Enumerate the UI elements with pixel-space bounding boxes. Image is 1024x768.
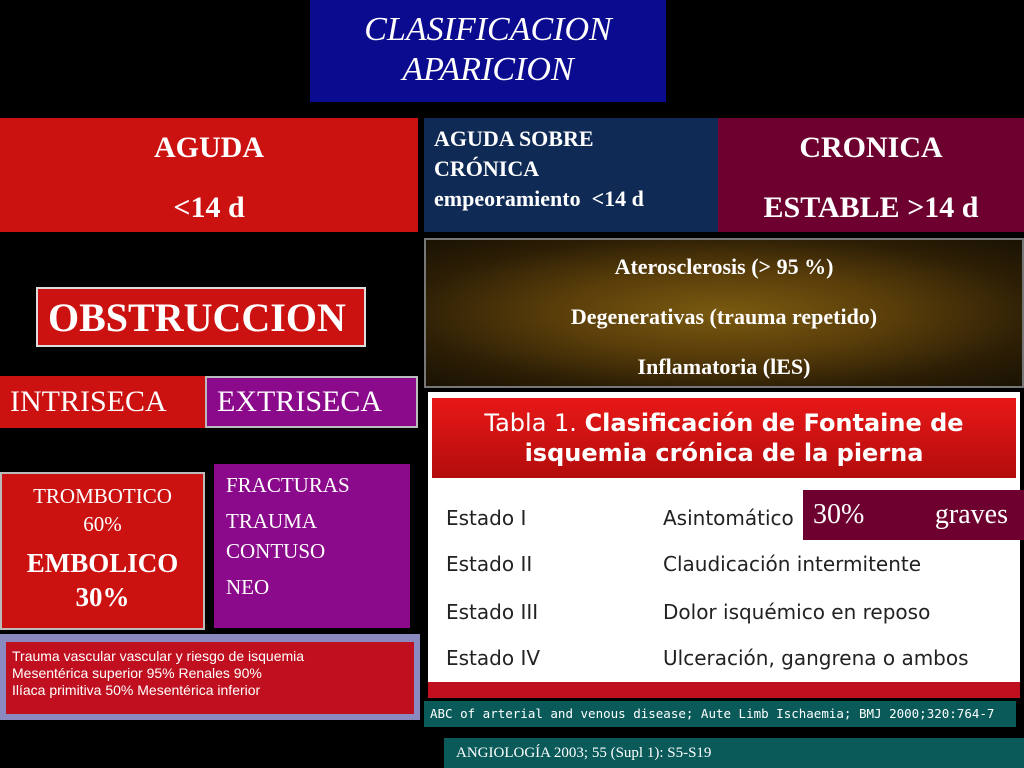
trauma-note (6, 642, 414, 714)
intriseca-box: INTRISECA (0, 376, 205, 428)
aguda-time: <14 d (173, 191, 245, 224)
cause-inflammatory: Inflamatoria (lES) (637, 354, 811, 379)
trauma-line-2: Mesentérica superior 95% Renales 90% (12, 665, 262, 681)
extrinsic-neo: NEO (226, 575, 270, 599)
title-line-2: APARICION (402, 51, 574, 88)
intrinsic-causes-box (0, 472, 205, 630)
stage-description: Asintomático (663, 506, 794, 530)
trauma-note-frame (0, 634, 420, 720)
stage-description: Dolor isquémico en reposo (663, 600, 931, 624)
thrombotic-label: TROMBOTICO (33, 484, 172, 508)
graves-label: graves (934, 499, 1008, 530)
stage-description: Claudicación intermitente (663, 552, 922, 576)
fontaine-header-prefix: Tabla 1. (484, 409, 577, 437)
sobre-line-1: AGUDA SOBRE (434, 126, 594, 151)
stage-label: Estado II (446, 552, 533, 576)
obstruccion-box: OBSTRUCCION (36, 287, 366, 347)
cause-degenerative: Degenerativas (trauma repetido) (570, 304, 878, 329)
title-line-1: CLASIFICACION (364, 11, 612, 48)
stage-label: Estado III (446, 600, 539, 624)
graves-pct: 30% (813, 499, 865, 530)
embolic-label: EMBOLICO (26, 548, 179, 578)
aguda-sobre-cronica-box (424, 118, 720, 232)
trauma-line-3: Ilíaca primitiva 50% Mesentérica inferior (12, 682, 261, 698)
extrinsic-fracturas: FRACTURAS (226, 473, 350, 497)
extrinsic-trauma: TRAUMA CONTUSO (226, 509, 326, 563)
aguda-box (0, 118, 418, 232)
causes-box (424, 238, 1024, 388)
fontaine-header (432, 398, 1016, 478)
cronica-label: CRONICA (799, 131, 943, 164)
cause-atherosclerosis: Aterosclerosis (> 95 %) (614, 254, 834, 279)
thrombotic-pct: 60% (83, 512, 122, 536)
sobre-line-3: empeoramiento <14 d (434, 186, 644, 211)
cronica-box (718, 118, 1024, 232)
sobre-line-2: CRÓNICA (434, 156, 540, 181)
stage-label: Estado I (446, 506, 527, 530)
aguda-label: AGUDA (154, 131, 264, 164)
graves-badge (803, 490, 1024, 540)
trauma-line-1: Trauma vascular vascular y riesgo de isquemia (12, 648, 305, 664)
fontaine-footer-bar (428, 682, 1020, 698)
fontaine-header-line2: isquemia crónica de la pierna (524, 439, 924, 467)
stage-description: Ulceración, gangrena o ambos (663, 646, 969, 670)
reference-angiologia: ANGIOLOGÍA 2003; 55 (Supl 1): S5-S19 (444, 738, 1024, 768)
cronica-time: ESTABLE >14 d (763, 191, 979, 224)
fontaine-table (428, 392, 1020, 698)
stage-label: Estado IV (446, 646, 541, 670)
slide-title (310, 0, 666, 102)
reference-bmj: ABC of arterial and venous disease; Aute Limb Ischaemia; BMJ 2000;320:764-7 (424, 701, 1016, 727)
extriseca-box: EXTRISECA (205, 376, 418, 428)
extrinsic-causes-box (214, 464, 410, 628)
embolic-pct: 30% (75, 582, 130, 612)
fontaine-header-bold: Clasificación de Fontaine de (584, 409, 964, 437)
